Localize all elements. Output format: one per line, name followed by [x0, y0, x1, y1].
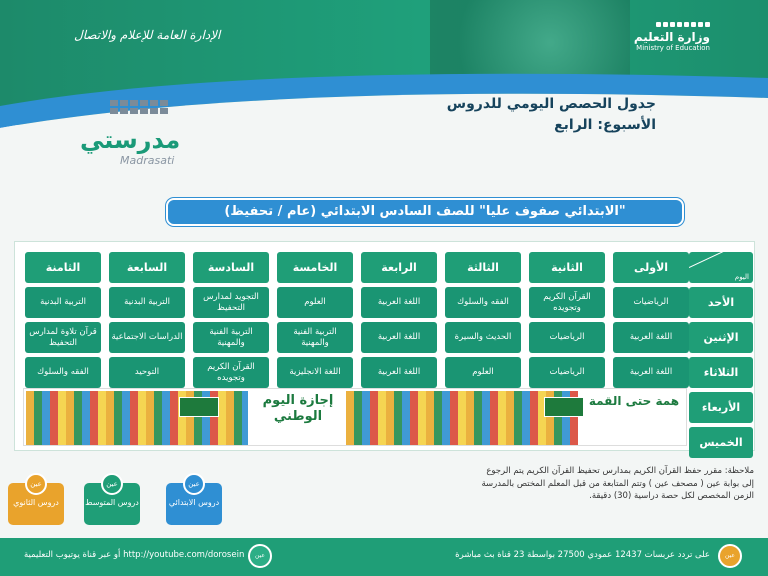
period-header: الأولى: [613, 252, 689, 283]
national-day-holiday: [23, 388, 687, 446]
middle-lessons-button[interactable]: [84, 480, 140, 525]
national-day-slogan: همة حتى القمة: [584, 393, 684, 443]
madrasati-logo: [50, 100, 200, 170]
madrasati-english: Madrasati: [120, 154, 175, 167]
subject-cell[interactable]: اللغة العربية: [613, 322, 689, 353]
subject-cell[interactable]: التربية البدنية: [109, 287, 185, 318]
subject-cell[interactable]: الفقه والسلوك: [445, 287, 521, 318]
timetable: [14, 241, 755, 451]
holiday-text: إجازة اليوم الوطني: [262, 393, 334, 424]
subject-cell[interactable]: اللغة العربية: [361, 322, 437, 353]
day-label: الأحد: [689, 287, 753, 318]
subject-cell[interactable]: العلوم: [445, 357, 521, 388]
period-header: الخامسة: [277, 252, 353, 283]
table-corner: اليوم: [689, 252, 753, 283]
schedule-title: جدول الحصص اليومي للدروس: [446, 96, 656, 112]
period-header: الثامنة: [25, 252, 101, 283]
subject-cell[interactable]: التجويد لمدارس التحفيظ: [193, 287, 269, 318]
subject-cell[interactable]: التربية البدنية: [25, 287, 101, 318]
footer: [0, 538, 768, 576]
madrasati-arabic: مدرستي: [80, 126, 181, 154]
subject-cell[interactable]: الفقه والسلوك: [25, 357, 101, 388]
ministry-sub: Ministry of Education: [636, 44, 710, 52]
subject-cell[interactable]: التوحيد: [109, 357, 185, 388]
period-header: السابعة: [109, 252, 185, 283]
madrasati-grid-icon: [110, 100, 168, 114]
ministry-calligraphy-logo: الإدارة العامة للإعلام والاتصال: [74, 28, 221, 42]
subject-cell[interactable]: الرياضيات: [613, 287, 689, 318]
ein-badge-icon: عين: [718, 544, 742, 568]
subject-cell[interactable]: قرآن تلاوة لمدارس التحفيظ: [25, 322, 101, 353]
subject-cell[interactable]: القرآن الكريم وتجويده: [529, 287, 605, 318]
secondary-lessons-button[interactable]: [8, 480, 64, 525]
period-header: السادسة: [193, 252, 269, 283]
period-header: الثانية: [529, 252, 605, 283]
subject-cell[interactable]: الرياضيات: [529, 322, 605, 353]
saudi-flag-icon: [179, 397, 219, 417]
subject-cell[interactable]: اللغة العربية: [613, 357, 689, 388]
note-line: إلى بوابة عين ( مصحف عين ) وتتم المتابعة من قبل المعلم المختص بالمدرسة: [481, 478, 754, 489]
subject-cell[interactable]: اللغة العربية: [361, 287, 437, 318]
day-label: الإثنين: [689, 322, 753, 353]
ein-badge-icon: عين: [25, 473, 47, 495]
elementary-lessons-button[interactable]: [166, 480, 222, 525]
ministry-logo: [634, 22, 710, 52]
day-label: الأربعاء: [689, 392, 753, 423]
schedule-week: الأسبوع: الرابع: [554, 117, 656, 133]
satellite-frequency: على تردد عربسات 12437 عمودي 27500 بواسطة 23 قناة بث مباشرة: [455, 550, 710, 560]
notes: [344, 465, 754, 503]
ministry-name: وزارة التعليم: [633, 30, 710, 44]
subject-cell[interactable]: التربية الفنية والمهنية: [193, 322, 269, 353]
saudi-flag-icon: [544, 397, 584, 417]
ministry-dots-icon: [634, 22, 710, 27]
class-banner: "الابتدائي صفوف عليا" للصف السادس الابتدائي (عام / تحفيظ): [166, 198, 684, 226]
day-label: الثلاثاء: [689, 357, 753, 388]
day-label: الخميس: [689, 427, 753, 458]
note-line: الزمن المخصص لكل حصة دراسية (30) دقيقة.: [589, 491, 754, 501]
period-header: الثالثة: [445, 252, 521, 283]
subject-cell[interactable]: الرياضيات: [529, 357, 605, 388]
youtube-link[interactable]: http://youtube.com/dorosein أو عبر قناة يوتيوب التعليمية: [24, 550, 245, 560]
period-header: الرابعة: [361, 252, 437, 283]
note-line: ملاحظة: مقرر حفظ القرآن الكريم بمدارس تحفيظ القرآن الكريم يتم الرجوع: [486, 466, 754, 476]
subject-cell[interactable]: اللغة العربية: [361, 357, 437, 388]
subject-cell[interactable]: التربية الفنية والمهنية: [277, 322, 353, 353]
subject-cell[interactable]: القرآن الكريم وتجويده: [193, 357, 269, 388]
subject-cell[interactable]: اللغة الانجليزية: [277, 357, 353, 388]
subject-cell[interactable]: الحديث والسيرة: [445, 322, 521, 353]
ein-badge-icon: عين: [183, 473, 205, 495]
ein-badge-icon: عين: [101, 473, 123, 495]
subject-cell[interactable]: الدراسات الاجتماعية: [109, 322, 185, 353]
stage-label: دروس الثانوي: [13, 498, 59, 507]
ein-badge-icon: عين: [248, 544, 272, 568]
subject-cell[interactable]: العلوم: [277, 287, 353, 318]
stage-label: دروس المتوسط: [85, 498, 139, 507]
stage-label: دروس الابتدائي: [168, 498, 220, 507]
